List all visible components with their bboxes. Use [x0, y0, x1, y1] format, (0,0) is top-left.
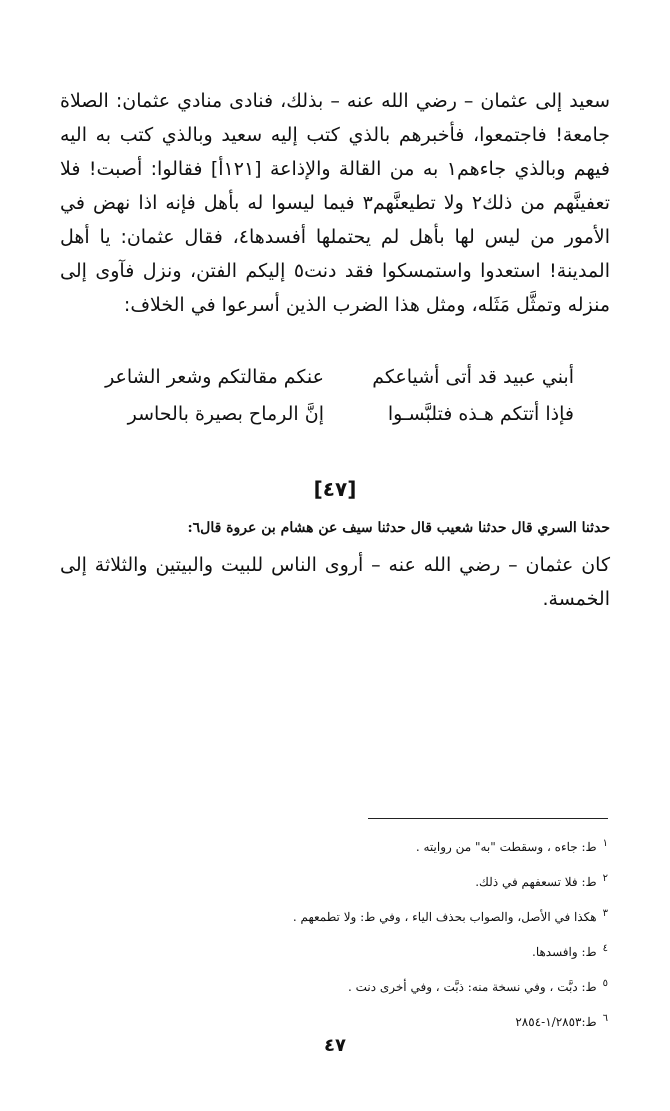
footnotes	[88, 828, 608, 1038]
footnote	[88, 863, 608, 898]
footnote-text: هكذا في الأصل، والصواب بحذف الياء ، وفي ط: ولا تطمعهم .	[292, 910, 597, 924]
page-number: ٤٧	[324, 1035, 346, 1056]
footnote-divider	[368, 818, 608, 819]
isnad-line: حدثنا السري قال حدثنا شعيب قال حدثنا سيف عن هشام بن عروة قال٦:	[187, 520, 610, 536]
verse-first-hemistich: فإذا أتتكم هـذه فتلبَّسـوا	[387, 403, 574, 425]
footnote-text: ط: جاءه ، وسقطت "به" من روايته .	[415, 840, 597, 854]
footnote	[88, 828, 608, 863]
footnote-number: ١	[602, 838, 608, 849]
footnote-text: ط: وافسدها.	[532, 945, 597, 959]
footnote	[88, 1003, 608, 1038]
footnote-text: ط: دبَّت ، وفي نسخة منه: ذبَّت ، وفي أخرى دنت .	[347, 980, 597, 994]
body-paragraph: سعيد إلى عثمان – رضي الله عنه – بذلك، فنادى منادي عثمان: الصلاة جامعة! فاجتمعوا، فأخبرهم بالذي كتب إليه سعيد وبالذي كتب به اليه فيهم وبالذي جاءهم١ به من القالة والإذاعة [١٢١أ] فقالوا: أصبت! فلا تعفينَّهم من ذلك٢ ولا تطيعنَّهم٣ فيما ليسوا له بأهل فإنه اذا نهض في الأمور من ليس لها بأهل لم يحتملها أفسدها٤، فقال عثمان: يا أهل المدينة! استعدوا واستمسكوا فقد دنت٥ إليكم الفتن، ونزل فآوى إلى منزله وتمثَّل مَثَله، ومثل هذا الضرب الذين أسرعوا في الخلاف:	[60, 90, 611, 316]
verse-second-hemistich: عنكم مقالتكم وشعر الشاعر	[105, 366, 324, 388]
verse-second-hemistich: إنَّ الرماح بصيرة بالحاسر	[127, 403, 324, 425]
verse-first-hemistich: أبني عبيد قد أتى أشياعكم	[372, 366, 574, 388]
footnote-number: ٤	[602, 943, 608, 954]
footnote-number: ٦	[602, 1013, 608, 1024]
footnote	[88, 968, 608, 1003]
footnote-text: ط:١/٢٨٥٣-٢٨٥٤	[515, 1015, 597, 1029]
body-paragraph: كان عثمان – رضي الله عنه – أروى الناس للبيت والبيتين والثلاثة إلى الخمسة.	[60, 554, 610, 610]
footnote-number: ٣	[602, 908, 608, 919]
footnote-number: ٢	[602, 873, 608, 884]
section-number: [٤٧]	[313, 477, 357, 501]
footnote-number: ٥	[602, 978, 608, 989]
footnote-text: ط: فلا تسعفهم في ذلك.	[475, 875, 597, 889]
footnote	[88, 898, 608, 933]
footnote	[88, 933, 608, 968]
